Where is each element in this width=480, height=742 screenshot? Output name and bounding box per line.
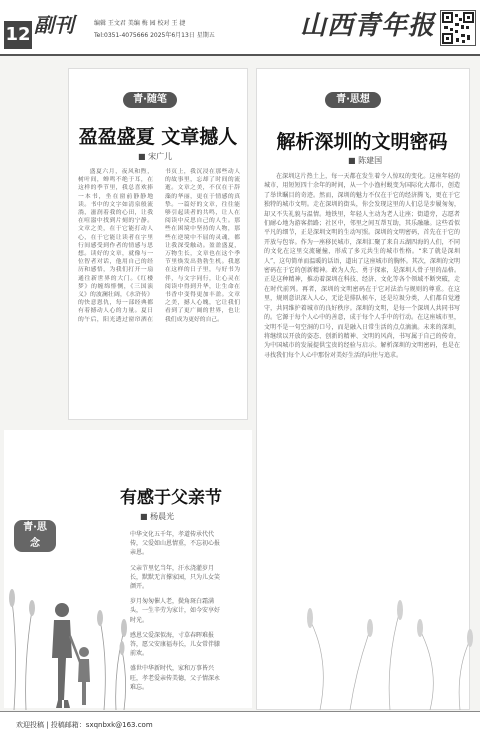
article-byline: ■ 杨晨光 [140,512,175,521]
contact-line: Tel:0351-4075666 2025年6月13日 星期五 [94,32,215,39]
paper-name: 山西青年报 [300,11,436,41]
article-title: 解析深圳的文明密码 [276,131,448,153]
poem-stanza: 盛世中华新时代，家和万事皆兴旺，孝老爱亲传美德，父子情深永难忘。 [130,665,221,691]
article-title: 盈盈盛夏 文章撼人 [78,126,238,148]
article-byline: ■ 陈建国 [348,156,383,165]
article-body: 盛夏六月，夜风和煦，树叶间，蝉鸣不绝于耳，在这样的季节里，我总喜欢捧一本书，坐在窗前静静地读。书中的文字如清泉般流淌，滋润着我的心田，让我在喧嚣中找到片刻的宁静。文章之美，在于它能打动人心，在于它能让读者在字里行间感受到作者的情感与思想。读好的文章，就像与一位智者对话，他用自己的经历和感悟，为我们打开一扇通往新世界的大门。《红楼梦》的缠绵悱恻，《三国演义》的波澜壮阔，《水浒传》的快意恩仇，每一部经典都有着撼动人心的力量。夏日的午后，阳光透过窗帘洒在书页上，我沉浸在那些动人的故事里，忘却了时间的流逝。文章之美，不仅在于辞藻的华丽，更在于情感的真挚。一篇好的文章，往往能够引起读者的共鸣，让人在阅读中反思自己的人生。那些在困境中坚持的人物，那些在逆境中不屈的灵魂，都让我深受触动。盈盈盛夏，万物生长，文章也在这个季节里焕发出勃勃生机。我愿在这样的日子里，与好书为伴，与文字同行，让心灵在阅读中得到升华，让生命在书香中变得更加丰盈。文章之美，撼人心魄，它让我们看到了更广阔的世界，也让我们成为更好的自己。 [78,169,240,323]
poem-stanza: 感恩父爱深似海，寸草春晖难报答，愿父安康福寿长，儿女常伴膝前欢。 [130,631,221,658]
qr-code-icon [440,10,476,46]
poem-stanzas [130,530,220,698]
article-tag: 青·思想 [325,92,381,108]
poem-stanza: 父亲节里忆当年，汗水浇灌岁月长，默默无言撑家园，只为儿女笑颜开。 [130,564,221,591]
footer-submission-email: 欢迎投稿 | 投稿邮箱：sxqnbxk@163.com [16,721,153,729]
article-body: 在深圳这片热土上，每一天都在发生着令人惊叹的变化。这座年轻的城市，用短短四十余年的时间，从一个小渔村蜕变为国际化大都市，创造了举世瞩目的奇迹。然而，深圳的魅力不仅在于它的经济腾飞，更在于它独特的城市文明。走在深圳的街头，你会发现这里的人们总是步履匆匆，却又不失礼貌与温情。地铁里，年轻人主动为老人让座；街道旁，志愿者们耐心地为游客指路；社区中，邻里之间互帮互助，其乐融融。这些看似平凡的细节，正是深圳文明的生动写照。深圳的文明密码，首先在于它的开放与包容。作为一座移民城市，深圳汇聚了来自五湖四海的人们，不同的文化在这里交流碰撞，形成了多元共生的城市性格。“来了就是深圳人”，这句简单而温暖的话语，道出了这座城市的胸怀。其次，深圳的文明密码在于它的创新精神。敢为人先、勇于探索，是深圳人骨子里的品格。正是这种精神，推动着深圳在科技、经济、文化等各个领域不断突破，走在时代前列。再者，深圳的文明密码在于它对法治与规则的尊重。在这里，规则意识深入人心，无论是排队候车，还是垃圾分类，人们都自觉遵守，共同维护着城市的良好秩序。深圳的文明，是每一个深圳人共同书写的。它源于每个人心中的善意，成于每个人手中的行动。在这座城市里，文明不是一句空洞的口号，而是融入日常生活的点点滴滴。未来的深圳，将继续以开放的姿态、创新的精神、文明的风尚，书写属于自己的传奇，为中国城市的发展提供宝贵的经验与启示。解析深圳的文明密码，也是在寻找我们每个人心中那份对美好生活的向往与追求。 [264,173,460,359]
reeds-decoration [300,600,476,710]
page-number: 12 [4,21,32,49]
article-title: 有感于父亲节 [120,488,222,508]
article-tag: 青·思念 [14,520,56,552]
article-byline: ■ 宋广儿 [138,152,173,161]
article-tag: 青·随笔 [123,92,177,108]
poem-stanza: 中华文化五千年，孝道传承代代传，父爱如山恩情重，不忘初心报亲恩。 [130,531,221,557]
poem-stanza: 岁月匆匆催人老，鬓角斑白霜满头，一生辛劳为家计，如今安享好时光。 [130,598,221,624]
editors-line: 编辑 王文君 美编 梅 园 校对 王 捷 [94,20,186,27]
father-child-illustration [4,540,134,710]
masthead-rule [0,54,480,56]
section-name: 副刊 [34,13,74,37]
